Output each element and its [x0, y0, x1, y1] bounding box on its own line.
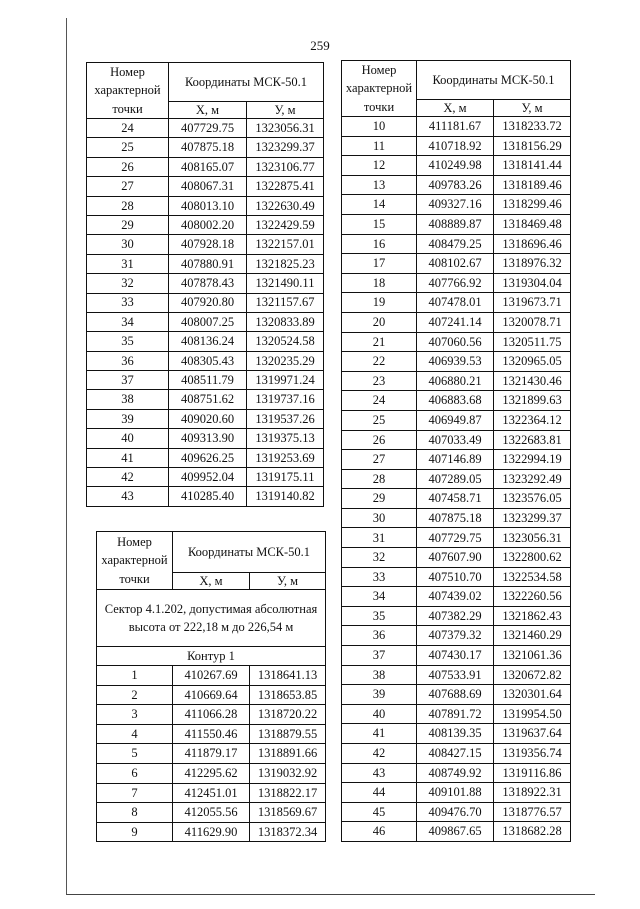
x-coordinate: 410267.69	[173, 666, 250, 686]
y-coordinate: 1322429.59	[247, 215, 324, 234]
y-coordinate: 1320672.82	[494, 665, 571, 685]
table-row	[342, 312, 571, 332]
table-row	[342, 822, 571, 842]
point-number: 12	[342, 156, 417, 176]
point-number: 40	[342, 704, 417, 724]
point-number: 42	[87, 468, 169, 487]
table-row	[342, 626, 571, 646]
y-coordinate: 1319304.04	[494, 273, 571, 293]
point-number: 45	[342, 802, 417, 822]
x-coordinate: 406939.53	[417, 352, 494, 372]
x-coordinate: 411066.28	[173, 705, 250, 725]
x-coordinate: 407878.43	[169, 274, 247, 293]
y-coordinate: 1322260.56	[494, 587, 571, 607]
point-number: 40	[87, 429, 169, 448]
point-number: 36	[342, 626, 417, 646]
point-number: 46	[342, 822, 417, 842]
table-row	[97, 783, 326, 803]
table-row	[97, 685, 326, 705]
point-number: 26	[342, 430, 417, 450]
table-row	[342, 175, 571, 195]
x-coordinate: 409952.04	[169, 468, 247, 487]
point-number: 28	[87, 196, 169, 215]
y-coordinate: 1318776.57	[494, 802, 571, 822]
table-row	[342, 117, 571, 137]
x-coordinate: 407379.32	[417, 626, 494, 646]
y-coordinate: 1322994.19	[494, 450, 571, 470]
x-coordinate: 411879.17	[173, 744, 250, 764]
table-row	[342, 156, 571, 176]
point-number: 14	[342, 195, 417, 215]
y-coordinate: 1319954.50	[494, 704, 571, 724]
coordinates-table-right	[341, 60, 571, 842]
x-coordinate: 408479.25	[417, 234, 494, 254]
y-coordinate: 1320301.64	[494, 685, 571, 705]
point-number: 10	[342, 117, 417, 137]
table-row	[87, 293, 324, 312]
point-number: 27	[342, 450, 417, 470]
table-row	[342, 802, 571, 822]
y-coordinate: 1320965.05	[494, 352, 571, 372]
table-row	[342, 763, 571, 783]
point-number: 42	[342, 744, 417, 764]
table-row	[342, 352, 571, 372]
header-point: Номер характерной точки	[97, 532, 173, 590]
header-y: У, м	[494, 100, 571, 117]
x-coordinate: 411550.46	[173, 724, 250, 744]
point-number: 34	[342, 587, 417, 607]
point-number: 15	[342, 214, 417, 234]
point-number: 3	[97, 705, 173, 725]
table-row	[342, 567, 571, 587]
table-row	[97, 803, 326, 823]
point-number: 37	[342, 646, 417, 666]
y-coordinate: 1323299.37	[494, 508, 571, 528]
point-number: 7	[97, 783, 173, 803]
x-coordinate: 407146.89	[417, 450, 494, 470]
y-coordinate: 1323576.05	[494, 489, 571, 509]
y-coordinate: 1318720.22	[250, 705, 326, 725]
point-number: 24	[87, 119, 169, 138]
header-y: У, м	[247, 102, 324, 119]
point-number: 26	[87, 157, 169, 176]
y-coordinate: 1321862.43	[494, 606, 571, 626]
x-coordinate: 406949.87	[417, 410, 494, 430]
x-coordinate: 408013.10	[169, 196, 247, 215]
y-coordinate: 1322875.41	[247, 177, 324, 196]
table-row	[87, 312, 324, 331]
y-coordinate: 1319140.82	[247, 487, 324, 506]
y-coordinate: 1318156.29	[494, 136, 571, 156]
y-coordinate: 1318891.66	[250, 744, 326, 764]
x-coordinate: 407766.92	[417, 273, 494, 293]
table-row	[342, 214, 571, 234]
table-row	[87, 196, 324, 215]
x-coordinate: 410669.64	[173, 685, 250, 705]
x-coordinate: 408139.35	[417, 724, 494, 744]
point-number: 24	[342, 391, 417, 411]
y-coordinate: 1318299.46	[494, 195, 571, 215]
y-coordinate: 1318696.46	[494, 234, 571, 254]
point-number: 39	[342, 685, 417, 705]
x-coordinate: 408889.87	[417, 214, 494, 234]
y-coordinate: 1318682.28	[494, 822, 571, 842]
point-number: 32	[342, 548, 417, 568]
table-row	[87, 371, 324, 390]
header-x: Х, м	[173, 573, 250, 590]
x-coordinate: 407688.69	[417, 685, 494, 705]
x-coordinate: 407607.90	[417, 548, 494, 568]
x-coordinate: 407891.72	[417, 704, 494, 724]
y-coordinate: 1318822.17	[250, 783, 326, 803]
table-row	[342, 606, 571, 626]
x-coordinate: 412055.56	[173, 803, 250, 823]
table-row	[97, 744, 326, 764]
point-number: 27	[87, 177, 169, 196]
contour-caption: Контур 1	[97, 647, 326, 666]
y-coordinate: 1320078.71	[494, 312, 571, 332]
x-coordinate: 406883.68	[417, 391, 494, 411]
y-coordinate: 1322534.58	[494, 567, 571, 587]
point-number: 22	[342, 352, 417, 372]
x-coordinate: 407458.71	[417, 489, 494, 509]
table-row	[342, 391, 571, 411]
y-coordinate: 1319673.71	[494, 293, 571, 313]
y-coordinate: 1321825.23	[247, 254, 324, 273]
y-coordinate: 1318653.85	[250, 685, 326, 705]
y-coordinate: 1323292.49	[494, 469, 571, 489]
x-coordinate: 407729.75	[169, 119, 247, 138]
y-coordinate: 1319253.69	[247, 448, 324, 467]
point-number: 25	[342, 410, 417, 430]
x-coordinate: 407382.29	[417, 606, 494, 626]
x-coordinate: 407289.05	[417, 469, 494, 489]
y-coordinate: 1323106.77	[247, 157, 324, 176]
table-row	[87, 215, 324, 234]
table-row	[342, 450, 571, 470]
header-x: Х, м	[169, 102, 247, 119]
point-number: 2	[97, 685, 173, 705]
y-coordinate: 1321490.11	[247, 274, 324, 293]
point-number: 18	[342, 273, 417, 293]
table-row	[342, 293, 571, 313]
table-row	[342, 273, 571, 293]
x-coordinate: 409020.60	[169, 409, 247, 428]
point-number: 31	[87, 254, 169, 273]
table-row	[87, 235, 324, 254]
table-row	[342, 724, 571, 744]
y-coordinate: 1318569.67	[250, 803, 326, 823]
point-number: 8	[97, 803, 173, 823]
point-number: 35	[342, 606, 417, 626]
table-row	[87, 409, 324, 428]
y-coordinate: 1318189.46	[494, 175, 571, 195]
table-row	[342, 254, 571, 274]
x-coordinate: 407875.18	[417, 508, 494, 528]
point-number: 6	[97, 763, 173, 783]
table-row	[87, 351, 324, 370]
table-row	[87, 254, 324, 273]
x-coordinate: 412295.62	[173, 763, 250, 783]
table-row	[342, 665, 571, 685]
x-coordinate: 408427.15	[417, 744, 494, 764]
y-coordinate: 1320235.29	[247, 351, 324, 370]
x-coordinate: 407439.02	[417, 587, 494, 607]
x-coordinate: 407430.17	[417, 646, 494, 666]
x-coordinate: 407060.56	[417, 332, 494, 352]
x-coordinate: 411629.90	[173, 822, 250, 842]
point-number: 33	[87, 293, 169, 312]
x-coordinate: 409867.65	[417, 822, 494, 842]
y-coordinate: 1322800.62	[494, 548, 571, 568]
y-coordinate: 1319175.11	[247, 468, 324, 487]
y-coordinate: 1321061.36	[494, 646, 571, 666]
point-number: 4	[97, 724, 173, 744]
header-x: Х, м	[417, 100, 494, 117]
table-row	[87, 274, 324, 293]
y-coordinate: 1321430.46	[494, 371, 571, 391]
table-row	[87, 390, 324, 409]
header-coords: Координаты МСК-50.1	[169, 63, 324, 102]
y-coordinate: 1320511.75	[494, 332, 571, 352]
x-coordinate: 407875.18	[169, 138, 247, 157]
x-coordinate: 407533.91	[417, 665, 494, 685]
table-row	[342, 195, 571, 215]
y-coordinate: 1318976.32	[494, 254, 571, 274]
point-number: 11	[342, 136, 417, 156]
point-number: 38	[87, 390, 169, 409]
table-row	[97, 705, 326, 725]
x-coordinate: 407241.14	[417, 312, 494, 332]
point-number: 30	[342, 508, 417, 528]
y-coordinate: 1321157.67	[247, 293, 324, 312]
x-coordinate: 408749.92	[417, 763, 494, 783]
point-number: 29	[342, 489, 417, 509]
x-coordinate: 408751.62	[169, 390, 247, 409]
table-row	[342, 646, 571, 666]
x-coordinate: 408511.79	[169, 371, 247, 390]
table-row	[342, 332, 571, 352]
table-row	[342, 430, 571, 450]
point-number: 38	[342, 665, 417, 685]
table-row	[342, 469, 571, 489]
header-y: У, м	[250, 573, 326, 590]
header-point: Номер характерной точки	[87, 63, 169, 119]
x-coordinate: 408102.67	[417, 254, 494, 274]
table-row	[342, 783, 571, 803]
point-number: 44	[342, 783, 417, 803]
y-coordinate: 1323056.31	[494, 528, 571, 548]
table-row	[87, 332, 324, 351]
y-coordinate: 1319637.64	[494, 724, 571, 744]
y-coordinate: 1319032.92	[250, 763, 326, 783]
y-coordinate: 1318641.13	[250, 666, 326, 686]
y-coordinate: 1322157.01	[247, 235, 324, 254]
y-coordinate: 1321460.29	[494, 626, 571, 646]
y-coordinate: 1323299.37	[247, 138, 324, 157]
x-coordinate: 407928.18	[169, 235, 247, 254]
x-coordinate: 407478.01	[417, 293, 494, 313]
x-coordinate: 410718.92	[417, 136, 494, 156]
x-coordinate: 408007.25	[169, 312, 247, 331]
coordinates-table-left-top	[86, 62, 324, 507]
table-row	[342, 489, 571, 509]
table-row	[87, 448, 324, 467]
table-row	[87, 138, 324, 157]
x-coordinate: 410249.98	[417, 156, 494, 176]
table-row	[342, 410, 571, 430]
table-row	[97, 724, 326, 744]
point-number: 32	[87, 274, 169, 293]
x-coordinate: 407510.70	[417, 567, 494, 587]
point-number: 31	[342, 528, 417, 548]
x-coordinate: 408305.43	[169, 351, 247, 370]
point-number: 36	[87, 351, 169, 370]
table-row	[342, 136, 571, 156]
page-number: 259	[310, 38, 330, 53]
point-number: 35	[87, 332, 169, 351]
point-number: 1	[97, 666, 173, 686]
y-coordinate: 1319537.26	[247, 409, 324, 428]
table-row	[342, 744, 571, 764]
point-number: 9	[97, 822, 173, 842]
y-coordinate: 1323056.31	[247, 119, 324, 138]
table-row	[342, 371, 571, 391]
point-number: 37	[87, 371, 169, 390]
table-row	[87, 157, 324, 176]
table-row	[97, 822, 326, 842]
y-coordinate: 1322630.49	[247, 196, 324, 215]
y-coordinate: 1319737.16	[247, 390, 324, 409]
coordinates-table-left-bottom	[96, 531, 326, 842]
point-number: 43	[342, 763, 417, 783]
point-number: 30	[87, 235, 169, 254]
table-row	[87, 119, 324, 138]
x-coordinate: 409626.25	[169, 448, 247, 467]
header-point: Номер характерной точки	[342, 61, 417, 117]
y-coordinate: 1318922.31	[494, 783, 571, 803]
table-row	[342, 548, 571, 568]
y-coordinate: 1318879.55	[250, 724, 326, 744]
y-coordinate: 1320833.89	[247, 312, 324, 331]
table-row	[342, 508, 571, 528]
x-coordinate: 406880.21	[417, 371, 494, 391]
header-coords: Координаты МСК-50.1	[173, 532, 326, 573]
table-row	[342, 704, 571, 724]
x-coordinate: 407920.80	[169, 293, 247, 312]
point-number: 25	[87, 138, 169, 157]
point-number: 17	[342, 254, 417, 274]
point-number: 41	[342, 724, 417, 744]
y-coordinate: 1319356.74	[494, 744, 571, 764]
x-coordinate: 409783.26	[417, 175, 494, 195]
y-coordinate: 1318141.44	[494, 156, 571, 176]
x-coordinate: 408067.31	[169, 177, 247, 196]
x-coordinate: 407729.75	[417, 528, 494, 548]
y-coordinate: 1322364.12	[494, 410, 571, 430]
y-coordinate: 1319116.86	[494, 763, 571, 783]
x-coordinate: 408002.20	[169, 215, 247, 234]
point-number: 39	[87, 409, 169, 428]
point-number: 21	[342, 332, 417, 352]
y-coordinate: 1319375.13	[247, 429, 324, 448]
point-number: 43	[87, 487, 169, 506]
point-number: 16	[342, 234, 417, 254]
point-number: 29	[87, 215, 169, 234]
x-coordinate: 408136.24	[169, 332, 247, 351]
point-number: 20	[342, 312, 417, 332]
point-number: 33	[342, 567, 417, 587]
point-number: 41	[87, 448, 169, 467]
x-coordinate: 409476.70	[417, 802, 494, 822]
table-row	[342, 234, 571, 254]
header-coords: Координаты МСК-50.1	[417, 61, 571, 100]
x-coordinate: 410285.40	[169, 487, 247, 506]
point-number: 28	[342, 469, 417, 489]
table-row	[97, 666, 326, 686]
table-row	[97, 763, 326, 783]
y-coordinate: 1322683.81	[494, 430, 571, 450]
point-number: 19	[342, 293, 417, 313]
y-coordinate: 1318233.72	[494, 117, 571, 137]
point-number: 23	[342, 371, 417, 391]
table-row	[87, 429, 324, 448]
table-row	[342, 685, 571, 705]
y-coordinate: 1320524.58	[247, 332, 324, 351]
x-coordinate: 409313.90	[169, 429, 247, 448]
y-coordinate: 1318469.48	[494, 214, 571, 234]
y-coordinate: 1319971.24	[247, 371, 324, 390]
y-coordinate: 1318372.34	[250, 822, 326, 842]
x-coordinate: 411181.67	[417, 117, 494, 137]
x-coordinate: 407880.91	[169, 254, 247, 273]
x-coordinate: 409101.88	[417, 783, 494, 803]
x-coordinate: 412451.01	[173, 783, 250, 803]
point-number: 34	[87, 312, 169, 331]
x-coordinate: 408165.07	[169, 157, 247, 176]
y-coordinate: 1321899.63	[494, 391, 571, 411]
table-row	[342, 587, 571, 607]
table-row	[342, 528, 571, 548]
x-coordinate: 407033.49	[417, 430, 494, 450]
table-row	[87, 177, 324, 196]
table-row	[87, 468, 324, 487]
table-row	[87, 487, 324, 506]
point-number: 5	[97, 744, 173, 764]
point-number: 13	[342, 175, 417, 195]
x-coordinate: 409327.16	[417, 195, 494, 215]
sector-caption: Сектор 4.1.202, допустимая абсолютная высота от 222,18 м до 226,54 м	[97, 590, 326, 647]
